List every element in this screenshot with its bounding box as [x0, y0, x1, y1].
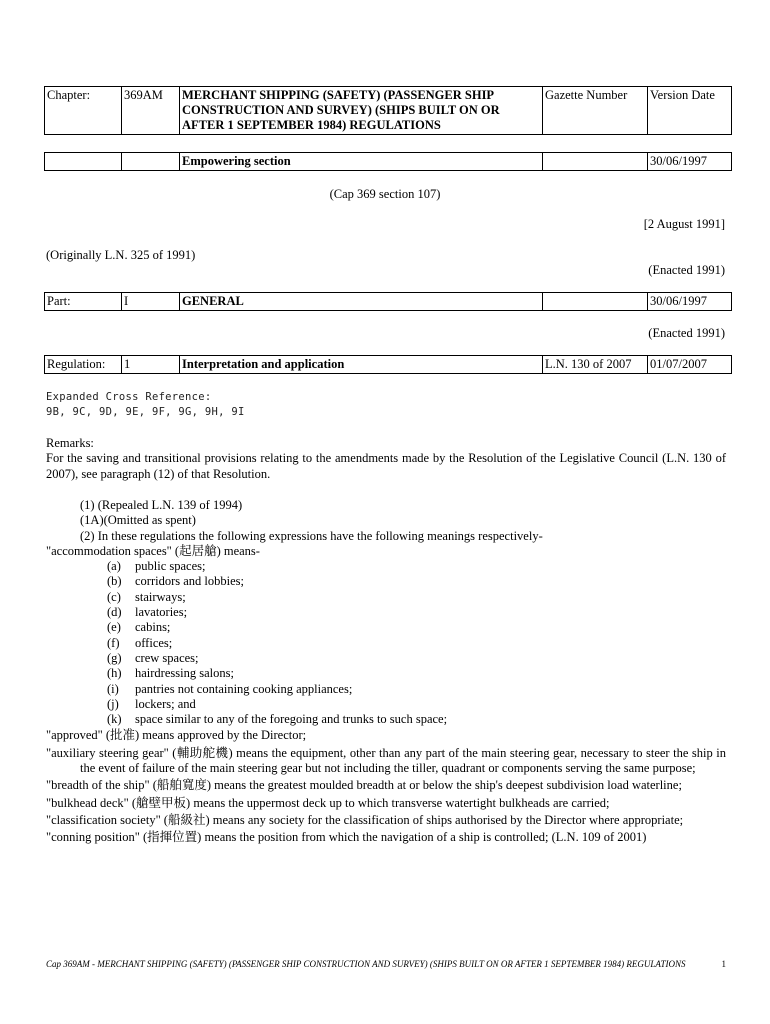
commencement-date: [2 August 1991] [643, 217, 725, 231]
list-item-label: (k) [107, 712, 122, 727]
regulation-body [46, 498, 726, 846]
list-item [46, 559, 726, 574]
page-footer [46, 959, 726, 970]
list-item-text: crew spaces; [135, 650, 199, 665]
cap-reference: (Cap 369 section 107) [329, 187, 441, 201]
empty-cell [543, 153, 648, 171]
list-item [46, 666, 726, 681]
list-item-text: offices; [135, 635, 173, 650]
list-item-label: (h) [107, 666, 122, 681]
subsection-1a: (1A)(Omitted as spent) [80, 513, 196, 528]
definition-accommodation-spaces: "accommodation spaces" (起居艙) means- [46, 543, 260, 558]
list-item-text: space similar to any of the foregoing and trunks to such space; [135, 712, 448, 727]
list-item-text: public spaces; [135, 559, 206, 574]
subsection-1: (1) (Repealed L.N. 139 of 1994) [80, 498, 243, 512]
list-item [46, 651, 726, 666]
regulation-date: 01/07/2007 [648, 356, 732, 374]
list-item [46, 574, 726, 589]
regulation-gazette: L.N. 130 of 2007 [543, 356, 648, 374]
part-enacted-note: (Enacted 1991) [648, 326, 725, 340]
list-item-text: pantries not containing cooking appliances; [135, 681, 353, 696]
enacted-note: (Enacted 1991) [648, 263, 725, 277]
cross-reference-links[interactable]: 9B, 9C, 9D, 9E, 9F, 9G, 9H, 9I [46, 406, 245, 418]
definition-classification-society: "classification society" (船級社) means any society for the classification of ships authorised by the Director where appropriate; [46, 812, 684, 827]
footer-text: Cap 369AM - MERCHANT SHIPPING (SAFETY) (PASSENGER SHIP CONSTRUCTION AND SURVEY) (SHIPS BUILT ON OR AFTER 1 SEPTEMBER 1984) REGULATIONS [46, 959, 686, 969]
remarks-text: For the saving and transitional provisions relating to the amendments made by the Resolution of the Legislative Council (L.N. 130 of 2007), see paragraph (12) of that Resolution. [46, 451, 726, 481]
list-item [46, 697, 726, 712]
regulation-title: Interpretation and application [180, 356, 543, 374]
part-number: I [122, 293, 180, 311]
list-item-text: hairdressing salons; [135, 666, 234, 681]
part-table [44, 292, 732, 311]
definition-breadth-of-ship: "breadth of the ship" (船舶寬度) means the greatest moulded breadth at or below the ship's deepest subdivision load waterline; [46, 778, 682, 793]
chapter-number: 369AM [122, 87, 180, 135]
remarks-heading: Remarks: [46, 436, 94, 450]
empowering-section-date: 30/06/1997 [648, 153, 732, 171]
chapter-header-table [44, 86, 732, 135]
list-item-label: (i) [107, 681, 119, 696]
definition-bulkhead-deck: "bulkhead deck" (艙壁甲板) means the uppermost deck up to which transverse watertight bulkheads are carried; [46, 795, 610, 810]
empowering-section-table [44, 152, 732, 171]
list-item-text: stairways; [135, 589, 186, 604]
part-label: Part: [45, 293, 122, 311]
list-item-text: corridors and lobbies; [135, 574, 245, 589]
list-item [46, 636, 726, 651]
list-item [46, 620, 726, 635]
list-item-label: (j) [107, 696, 119, 711]
part-title: GENERAL [180, 293, 543, 311]
list-item-text: cabins; [135, 620, 171, 635]
part-date: 30/06/1997 [648, 293, 732, 311]
originally-note: (Originally L.N. 325 of 1991) [46, 248, 196, 262]
chapter-label: Chapter: [45, 87, 122, 135]
list-item-label: (c) [107, 589, 121, 604]
list-item [46, 712, 726, 727]
list-item-label: (b) [107, 574, 122, 589]
definition-auxiliary-steering-gear: "auxiliary steering gear" (輔助舵機) means the equipment, other than any part of the main steering gear, necessary to steer the ship in the event of failure of the main steering gear but not including the tiller, quadrant or components serving the same purpose; [46, 745, 726, 776]
empty-cell [543, 293, 648, 311]
cross-reference-heading: Expanded Cross Reference: [46, 391, 212, 403]
list-item-text: lavatories; [135, 605, 188, 620]
regulation-table [44, 355, 732, 374]
list-item-label: (d) [107, 605, 122, 620]
empty-cell [45, 153, 122, 171]
list-item-label: (a) [107, 559, 121, 574]
list-item-text: lockers; and [135, 696, 196, 711]
list-item [46, 605, 726, 620]
gazette-number-label: Gazette Number [543, 87, 648, 135]
subsection-2: (2) In these regulations the following expressions have the following meanings respectively- [80, 528, 543, 543]
regulation-label: Regulation: [45, 356, 122, 374]
regulation-number: 1 [122, 356, 180, 374]
list-item [46, 682, 726, 697]
empowering-section-title: Empowering section [180, 153, 543, 171]
definition-conning-position: "conning position" (指揮位置) means the position from which the navigation of a ship is controlled; (L.N. 109 of 2001) [46, 830, 647, 845]
empty-cell [122, 153, 180, 171]
list-item-label: (e) [107, 620, 121, 635]
list-item [46, 590, 726, 605]
definition-approved: "approved" (批准) means approved by the Director; [46, 728, 307, 743]
version-date-label: Version Date [648, 87, 732, 135]
list-item-label: (f) [107, 635, 120, 650]
chapter-title: MERCHANT SHIPPING (SAFETY) (PASSENGER SHIP CONSTRUCTION AND SURVEY) (SHIPS BUILT ON OR AFTER 1 SEPTEMBER 1984) REGULATIONS [180, 87, 543, 135]
list-item-label: (g) [107, 650, 122, 665]
page-number: 1 [721, 959, 726, 969]
